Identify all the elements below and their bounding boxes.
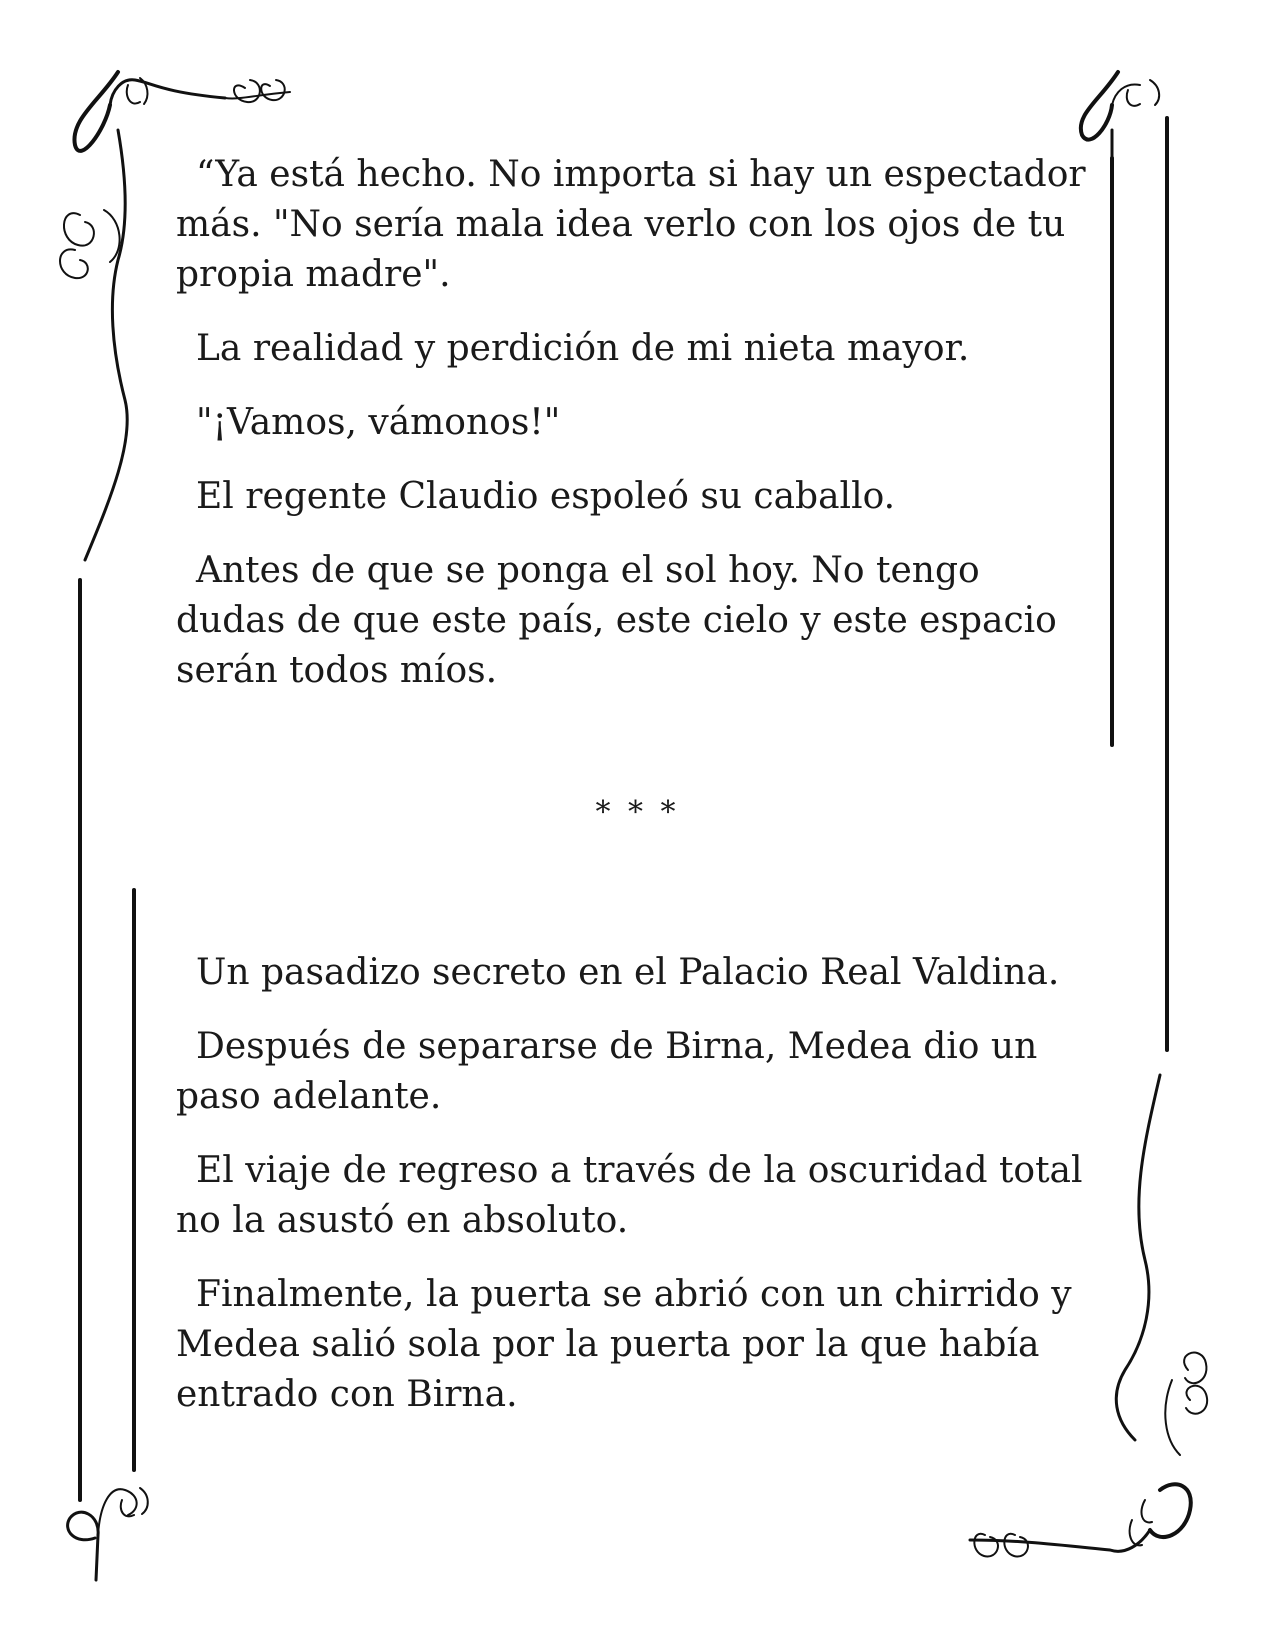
top-right-flourish-icon: [1081, 72, 1167, 1050]
paragraph: Después de separarse de Birna, Medea dio un paso adelante.: [176, 1026, 1038, 1117]
passage-two: [176, 948, 1086, 1444]
paragraph: La realidad y perdición de mi nieta mayor.: [196, 328, 970, 369]
paragraph: Finalmente, la puerta se abrió con un chirrido y Medea salió sola por la puerta por la que había entrado con Birna.: [176, 1274, 1072, 1415]
passage-one: [176, 150, 1086, 720]
scene-break: * * *: [595, 795, 680, 830]
paragraph: “Ya está hecho. No importa si hay un espectador más. "No sería mala idea verlo con los ojos de tu propia madre".: [176, 154, 1086, 295]
paragraph: Antes de que se ponga el sol hoy. No tengo dudas de que este país, este cielo y este espacio serán todos míos.: [176, 550, 1057, 691]
paragraph: El viaje de regreso a través de la oscuridad total no la asustó en absoluto.: [176, 1150, 1083, 1241]
paragraph: El regente Claudio espoleó su caballo.: [196, 476, 896, 517]
paragraph: Un pasadizo secreto en el Palacio Real Valdina.: [196, 952, 1060, 993]
paragraph: "¡Vamos, vámonos!": [196, 402, 561, 443]
